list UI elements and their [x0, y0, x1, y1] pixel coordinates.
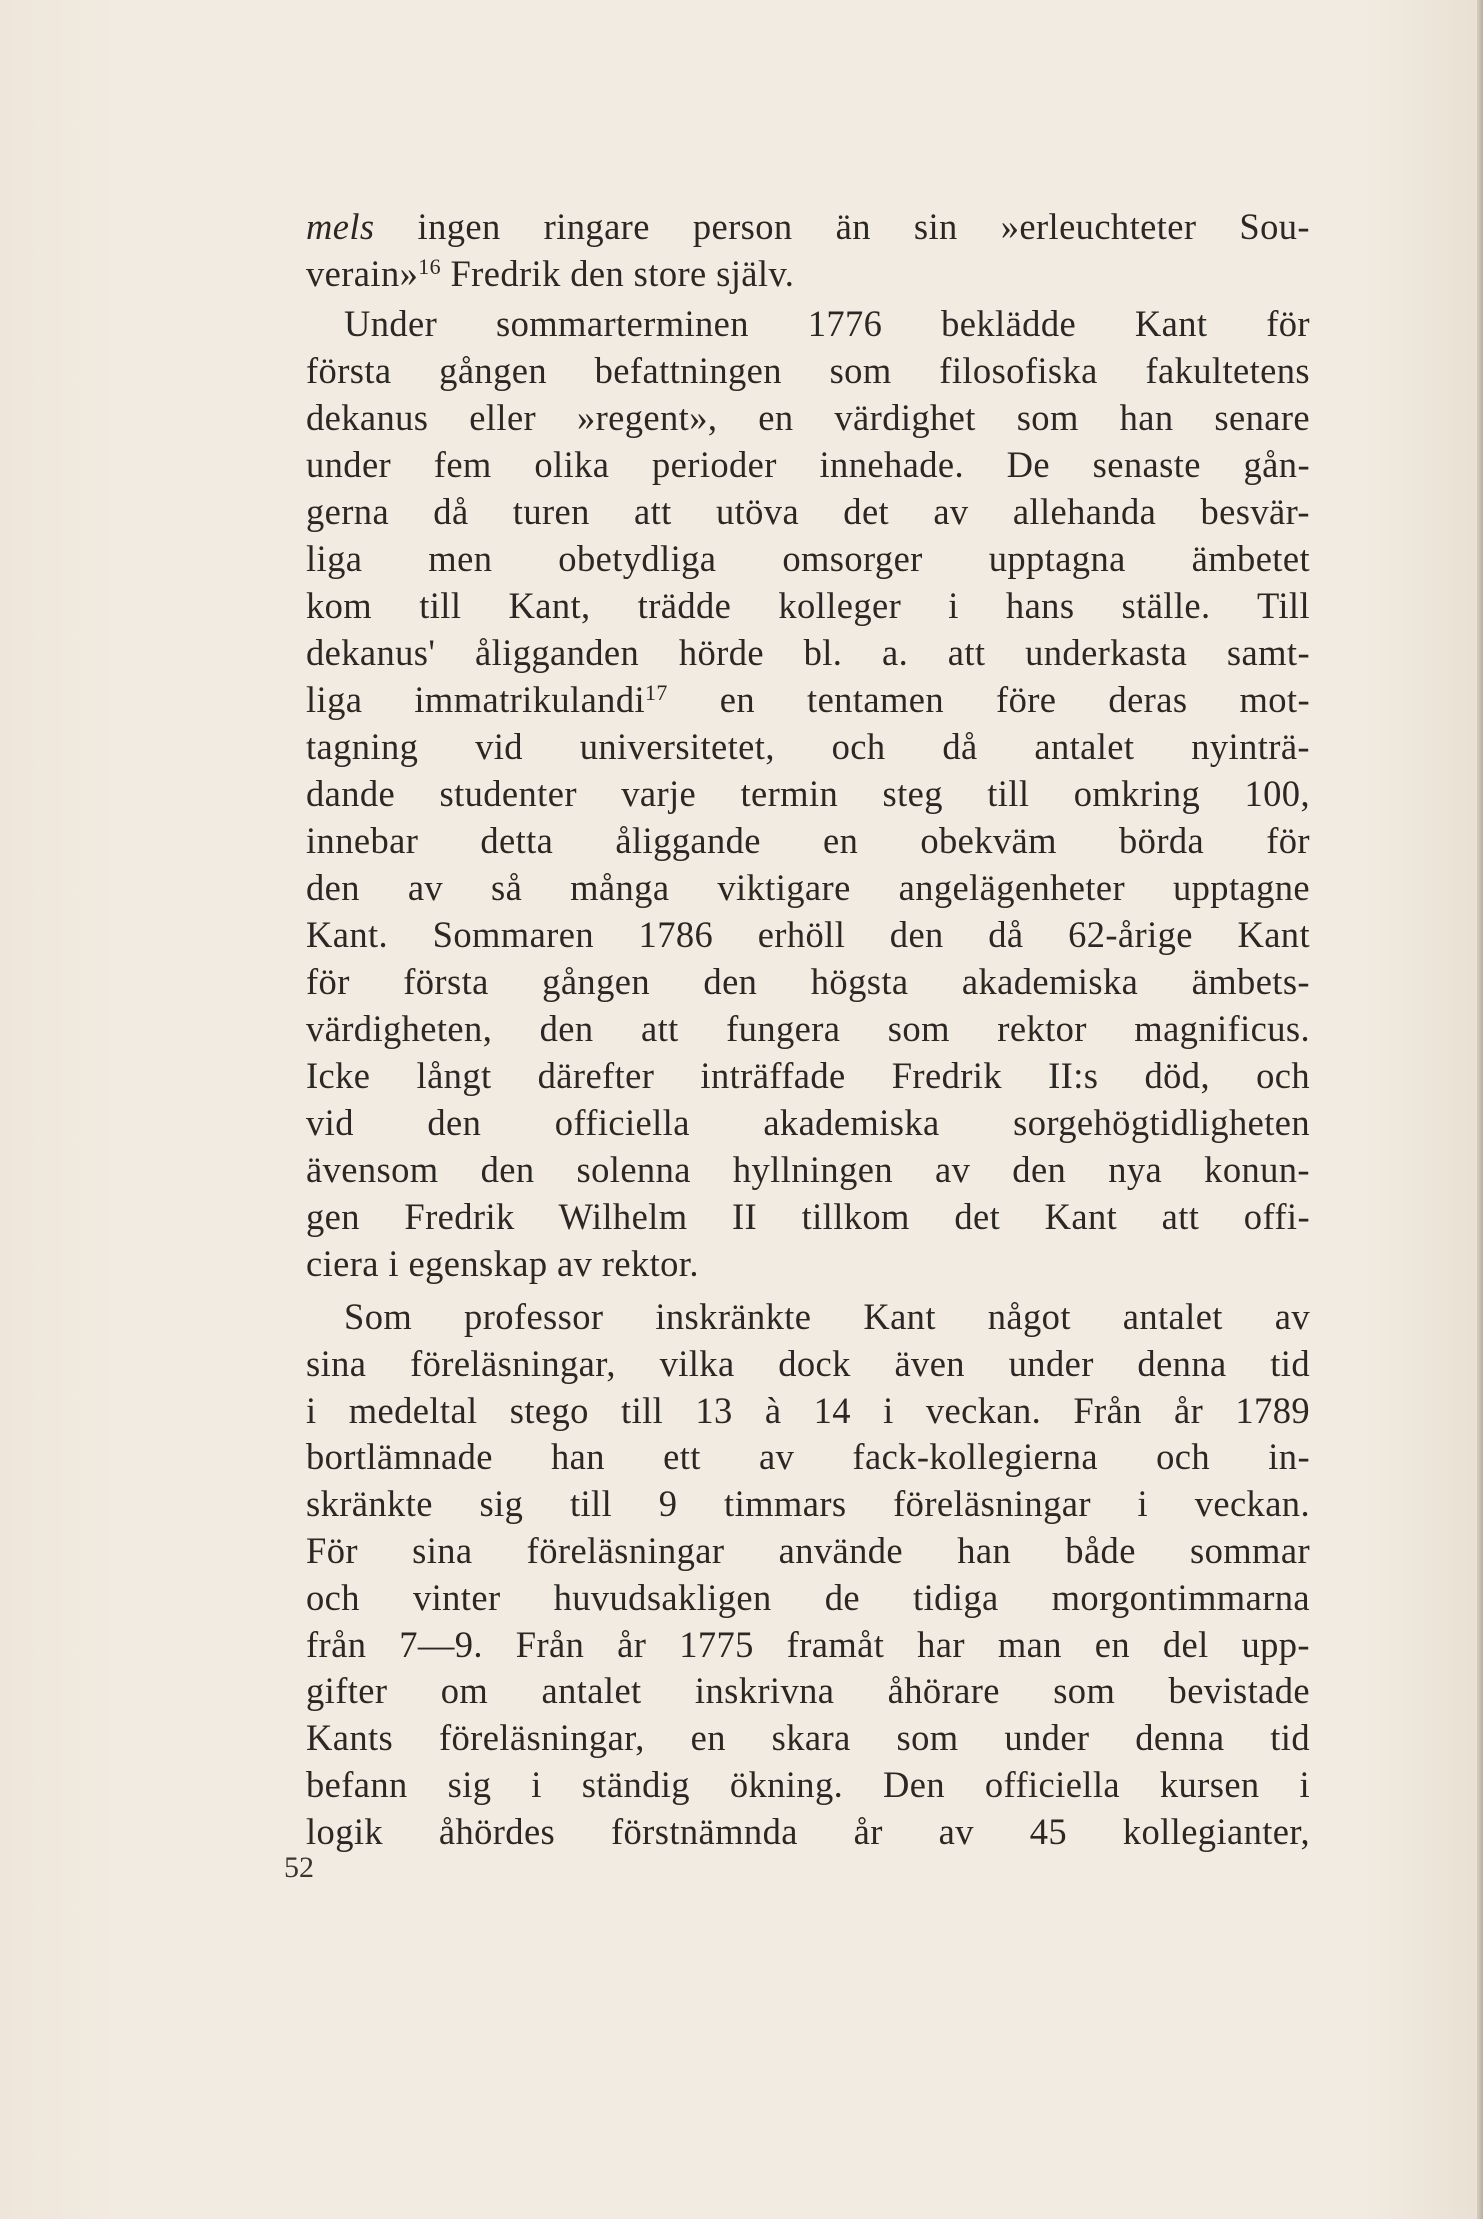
text-run: Som professor inskränkte Kant något antalet av [344, 1296, 1310, 1337]
page-number: 52 [284, 1851, 314, 1884]
text-line [306, 1576, 1310, 1620]
text-run: under fem olika perioder innehade. De senaste gån- [306, 444, 1310, 485]
text-line [306, 1716, 1310, 1760]
italic-text: mels [306, 206, 375, 247]
page-edge [1477, 0, 1483, 2219]
text-run: liga men obetydliga omsorger upptagna ämbetet [306, 538, 1310, 579]
text-line [306, 1435, 1310, 1479]
text-run: för första gången den högsta akademiska ämbets- [306, 961, 1310, 1002]
text-line [306, 1195, 1310, 1239]
text-run: skränkte sig till 9 timmars föreläsningar i veckan. [306, 1483, 1310, 1525]
text-line [306, 678, 1310, 722]
text-run: tagning vid universitetet, och då antalet nyinträ- [306, 726, 1310, 767]
text-run: gerna då turen att utöva det av allehanda besvär- [306, 491, 1310, 532]
text-line [306, 819, 1310, 863]
text-line [306, 1389, 1310, 1433]
text-line [306, 1007, 1310, 1051]
text-line [306, 205, 1310, 249]
text-line [306, 960, 1310, 1004]
text-run: värdigheten, den att fungera som rektor magnificus. [306, 1008, 1310, 1049]
text-run: sina föreläsningar, vilka dock även under denna tid [306, 1342, 1310, 1384]
footnote-ref: 16 [418, 253, 441, 279]
text-line [306, 490, 1310, 534]
text-run: gen Fredrik Wilhelm II tillkom det Kant att offi- [306, 1196, 1310, 1237]
text-run: Under sommarterminen 1776 beklädde Kant för [344, 303, 1310, 344]
text-line [306, 537, 1310, 581]
text-run: Icke långt därefter inträffade Fredrik II:s död, och [306, 1055, 1310, 1096]
text-run: bortlämnade han ett av fack-kollegierna och in- [306, 1436, 1310, 1478]
text-run: första gången befattningen som filosofiska fakultetens [306, 350, 1310, 391]
text-run: i medeltal stego till 13 à 14 i veckan. Från år 1789 [306, 1389, 1310, 1431]
text-line [306, 1763, 1310, 1807]
text-run: vid den officiella akademiska sorgehögtidligheten [306, 1102, 1310, 1143]
text-run: liga immatrikulandi [306, 679, 646, 720]
text-run: dande studenter varje termin steg till omkring 100, [306, 773, 1310, 814]
text-line [306, 1669, 1310, 1713]
text-line [306, 913, 1310, 957]
text-line [306, 252, 1310, 296]
text-run: Fredrik den store själv. [440, 253, 795, 294]
text-run: ciera i egenskap av rektor. [306, 1243, 699, 1284]
text-line [306, 725, 1310, 769]
text-line [306, 1148, 1310, 1192]
text-line [306, 772, 1310, 816]
text-line [306, 631, 1310, 675]
text-line [306, 584, 1310, 628]
footnote-ref: 17 [645, 679, 668, 705]
text-line [306, 1529, 1310, 1573]
text-line [306, 1054, 1310, 1098]
text-run: innebar detta åliggande en obekväm börda för [306, 820, 1310, 861]
text-line [306, 443, 1310, 487]
text-run: och vinter huvudsakligen de tidiga morgontimmarna [306, 1576, 1310, 1618]
text-line [306, 1482, 1310, 1526]
text-line [306, 349, 1310, 393]
text-run: Kants föreläsningar, en skara som under denna tid [306, 1717, 1310, 1759]
text-run: dekanus eller »regent», en värdighet som han senare [306, 397, 1310, 438]
text-run: För sina föreläsningar använde han både sommar [306, 1530, 1310, 1571]
text-line [306, 1810, 1310, 1854]
text-line [306, 1623, 1310, 1667]
text-run: verain» [306, 253, 419, 294]
text-run: den av så många viktigare angelägenheter upptagne [306, 867, 1310, 908]
text-line [306, 302, 1310, 346]
text-run: en tentamen före deras mot- [667, 679, 1311, 720]
text-run: logik åhördes förstnämnda år av 45 kollegianter, [306, 1810, 1310, 1852]
text-line [306, 1242, 1310, 1286]
text-run: ävensom den solenna hyllningen av den nya konun- [306, 1149, 1310, 1190]
text-run: Kant. Sommaren 1786 erhöll den då 62-årige Kant [306, 914, 1310, 955]
text-run: befann sig i ständig ökning. Den officiella kursen i [306, 1764, 1310, 1805]
text-line [306, 396, 1310, 440]
text-run: ingen ringare person än sin »erleuchteter Sou- [374, 206, 1310, 247]
text-run: dekanus' åligganden hörde bl. a. att underkasta samt- [306, 632, 1310, 673]
text-run: gifter om antalet inskrivna åhörare som bevistade [306, 1670, 1310, 1712]
text-run: kom till Kant, trädde kolleger i hans ställe. Till [306, 585, 1310, 626]
text-line [306, 866, 1310, 910]
text-line [306, 1295, 1310, 1339]
text-run: från 7—9. Från år 1775 framåt har man en del upp- [306, 1623, 1310, 1665]
text-line [306, 1101, 1310, 1145]
text-line [306, 1342, 1310, 1386]
